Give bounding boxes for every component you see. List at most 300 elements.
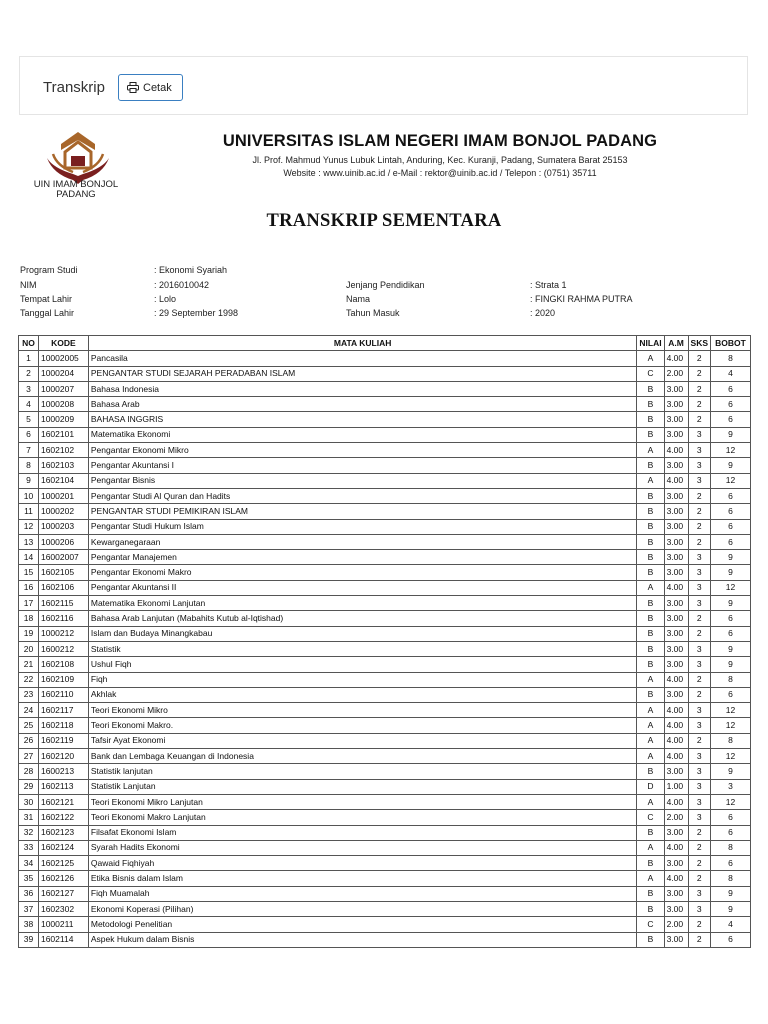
course-code: 1602118	[38, 718, 88, 733]
table-row	[19, 917, 751, 932]
table-row	[19, 412, 751, 427]
course-credits: 3	[688, 641, 710, 656]
table-row	[19, 565, 751, 580]
course-am: 3.00	[664, 611, 688, 626]
course-code: 1000212	[38, 626, 88, 641]
course-code: 1602123	[38, 825, 88, 840]
course-grade: A	[637, 840, 664, 855]
course-credits: 3	[688, 443, 710, 458]
course-am: 2.00	[664, 366, 688, 381]
course-code: 1602115	[38, 596, 88, 611]
course-credits: 3	[688, 565, 710, 580]
course-grade: A	[637, 443, 664, 458]
course-name: BAHASA INGGRIS	[88, 412, 637, 427]
row-number: 35	[19, 871, 39, 886]
course-weight: 8	[711, 840, 751, 855]
course-am: 4.00	[664, 580, 688, 595]
course-credits: 3	[688, 794, 710, 809]
course-code: 1602116	[38, 611, 88, 626]
course-name: Teori Ekonomi Mikro Lanjutan	[88, 794, 637, 809]
course-name: Filsafat Ekonomi Islam	[88, 825, 637, 840]
table-row	[19, 580, 751, 595]
course-credits: 2	[688, 917, 710, 932]
course-credits: 3	[688, 810, 710, 825]
course-credits: 2	[688, 366, 710, 381]
course-weight: 12	[711, 749, 751, 764]
course-name: Tafsir Ayat Ekonomi	[88, 733, 637, 748]
course-weight: 12	[711, 473, 751, 488]
row-number: 21	[19, 657, 39, 672]
course-code: 1602108	[38, 657, 88, 672]
course-name: Statistik Lanjutan	[88, 779, 637, 794]
row-number: 22	[19, 672, 39, 687]
course-code: 1000208	[38, 397, 88, 412]
row-number: 3	[19, 381, 39, 396]
course-am: 3.00	[664, 397, 688, 412]
course-code: 1602119	[38, 733, 88, 748]
course-code: 1000209	[38, 412, 88, 427]
row-number: 14	[19, 550, 39, 565]
table-row	[19, 657, 751, 672]
table-row	[19, 779, 751, 794]
course-weight: 9	[711, 458, 751, 473]
course-grade: B	[637, 886, 664, 901]
row-number: 16	[19, 580, 39, 595]
table-row	[19, 901, 751, 916]
course-weight: 8	[711, 672, 751, 687]
course-am: 3.00	[664, 641, 688, 656]
table-row	[19, 764, 751, 779]
course-credits: 2	[688, 504, 710, 519]
course-code: 1602113	[38, 779, 88, 794]
course-name: Pengantar Ekonomi Makro	[88, 565, 637, 580]
document-title: TRANSKRIP SEMENTARA	[266, 211, 502, 231]
print-button-label: Cetak	[143, 81, 172, 94]
course-name: Bank dan Lembaga Keuangan di Indonesia	[88, 749, 637, 764]
course-credits: 2	[688, 519, 710, 534]
course-am: 3.00	[664, 412, 688, 427]
course-grade: B	[637, 611, 664, 626]
row-number: 6	[19, 427, 39, 442]
column-header-no: NO	[19, 336, 39, 351]
course-credits: 3	[688, 473, 710, 488]
university-name: UNIVERSITAS ISLAM NEGERI IMAM BONJOL PADANG	[222, 132, 658, 150]
row-number: 15	[19, 565, 39, 580]
row-number: 30	[19, 794, 39, 809]
row-number: 38	[19, 917, 39, 932]
course-grade: B	[637, 565, 664, 580]
course-name: Bahasa Arab Lanjutan (Mabahits Kutub al-Iqtishad)	[88, 611, 637, 626]
table-row	[19, 550, 751, 565]
course-weight: 12	[711, 703, 751, 718]
row-number: 34	[19, 856, 39, 871]
course-name: PENGANTAR STUDI SEJARAH PERADABAN ISLAM	[88, 366, 637, 381]
row-number: 29	[19, 779, 39, 794]
course-name: Etika Bisnis dalam Islam	[88, 871, 637, 886]
course-code: 1000206	[38, 534, 88, 549]
course-am: 3.00	[664, 886, 688, 901]
course-credits: 2	[688, 856, 710, 871]
course-name: Bahasa Arab	[88, 397, 637, 412]
row-number: 19	[19, 626, 39, 641]
nim-value: : 2016010042	[154, 280, 210, 290]
course-am: 3.00	[664, 825, 688, 840]
course-weight: 12	[711, 580, 751, 595]
course-grade: A	[637, 871, 664, 886]
program-label: Program Studi	[20, 265, 78, 275]
course-weight: 6	[711, 519, 751, 534]
course-credits: 3	[688, 657, 710, 672]
table-row	[19, 626, 751, 641]
course-credits: 3	[688, 779, 710, 794]
course-grade: B	[637, 397, 664, 412]
course-credits: 2	[688, 488, 710, 503]
course-am: 2.00	[664, 917, 688, 932]
row-number: 28	[19, 764, 39, 779]
table-row	[19, 718, 751, 733]
course-name: Pengantar Akuntansi II	[88, 580, 637, 595]
course-credits: 2	[688, 626, 710, 641]
column-header-credits: SKS	[688, 336, 710, 351]
course-name: Matematika Ekonomi	[88, 427, 637, 442]
course-am: 3.00	[664, 488, 688, 503]
row-number: 31	[19, 810, 39, 825]
course-am: 4.00	[664, 351, 688, 366]
row-number: 18	[19, 611, 39, 626]
birthdate-label: Tanggal Lahir	[20, 308, 75, 318]
table-row	[19, 825, 751, 840]
table-row	[19, 381, 751, 396]
course-name: Pengantar Manajemen	[88, 550, 637, 565]
course-name: Pengantar Studi Hukum Islam	[88, 519, 637, 534]
course-am: 3.00	[664, 381, 688, 396]
course-code: 1602117	[38, 703, 88, 718]
course-code: 1602302	[38, 901, 88, 916]
course-grade: C	[637, 810, 664, 825]
table-row	[19, 611, 751, 626]
course-weight: 9	[711, 565, 751, 580]
course-code: 1000202	[38, 504, 88, 519]
course-code: 1602124	[38, 840, 88, 855]
course-code: 1602102	[38, 443, 88, 458]
course-weight: 6	[711, 626, 751, 641]
year-label: Tahun Masuk	[346, 308, 400, 318]
column-header-course: MATA KULIAH	[88, 336, 637, 351]
table-row	[19, 687, 751, 702]
row-number: 9	[19, 473, 39, 488]
row-number: 23	[19, 687, 39, 702]
course-grade: A	[637, 351, 664, 366]
course-credits: 3	[688, 749, 710, 764]
course-grade: A	[637, 733, 664, 748]
course-grade: B	[637, 550, 664, 565]
course-code: 1602106	[38, 580, 88, 595]
table-row	[19, 840, 751, 855]
row-number: 17	[19, 596, 39, 611]
course-weight: 6	[711, 825, 751, 840]
course-am: 3.00	[664, 550, 688, 565]
course-weight: 6	[711, 932, 751, 947]
course-credits: 2	[688, 840, 710, 855]
course-am: 4.00	[664, 733, 688, 748]
row-number: 39	[19, 932, 39, 947]
course-name: Teori Ekonomi Makro.	[88, 718, 637, 733]
course-name: Fiqh Muamalah	[88, 886, 637, 901]
table-row	[19, 810, 751, 825]
course-weight: 3	[711, 779, 751, 794]
grades-table	[18, 335, 751, 948]
course-weight: 6	[711, 856, 751, 871]
course-credits: 3	[688, 596, 710, 611]
course-grade: B	[637, 825, 664, 840]
course-credits: 2	[688, 871, 710, 886]
course-name: PENGANTAR STUDI PEMIKIRAN ISLAM	[88, 504, 637, 519]
course-grade: B	[637, 657, 664, 672]
course-credits: 3	[688, 764, 710, 779]
course-am: 3.00	[664, 519, 688, 534]
course-credits: 2	[688, 351, 710, 366]
course-name: Pengantar Bisnis	[88, 473, 637, 488]
course-am: 4.00	[664, 443, 688, 458]
nim-label: NIM	[20, 280, 37, 290]
university-contact: Website : www.uinib.ac.id / e-Mail : rektor@uinib.ac.id / Telepon : (0751) 35711	[283, 168, 597, 178]
level-value: : Strata 1	[530, 280, 567, 290]
course-am: 4.00	[664, 840, 688, 855]
table-row	[19, 473, 751, 488]
course-grade: A	[637, 473, 664, 488]
course-grade: D	[637, 779, 664, 794]
row-number: 13	[19, 534, 39, 549]
course-weight: 9	[711, 596, 751, 611]
course-code: 1602120	[38, 749, 88, 764]
course-am: 3.00	[664, 932, 688, 947]
course-weight: 9	[711, 886, 751, 901]
course-grade: B	[637, 764, 664, 779]
course-name: Kewarganegaraan	[88, 534, 637, 549]
course-am: 3.00	[664, 687, 688, 702]
table-row	[19, 932, 751, 947]
course-grade: A	[637, 580, 664, 595]
table-row	[19, 458, 751, 473]
course-code: 1000203	[38, 519, 88, 534]
row-number: 8	[19, 458, 39, 473]
course-name: Pancasila	[88, 351, 637, 366]
course-code: 1602126	[38, 871, 88, 886]
row-number: 4	[19, 397, 39, 412]
course-weight: 9	[711, 764, 751, 779]
course-code: 1600212	[38, 641, 88, 656]
course-grade: B	[637, 534, 664, 549]
course-grade: B	[637, 856, 664, 871]
course-credits: 3	[688, 550, 710, 565]
course-weight: 8	[711, 871, 751, 886]
course-am: 3.00	[664, 458, 688, 473]
course-name: Fiqh	[88, 672, 637, 687]
birthplace-value: : Lolo	[154, 294, 177, 304]
table-row	[19, 749, 751, 764]
course-name: Teori Ekonomi Mikro	[88, 703, 637, 718]
course-name: Statistik lanjutan	[88, 764, 637, 779]
course-credits: 2	[688, 733, 710, 748]
course-grade: B	[637, 458, 664, 473]
course-weight: 6	[711, 412, 751, 427]
course-am: 4.00	[664, 703, 688, 718]
course-am: 3.00	[664, 427, 688, 442]
column-header-grade: NILAI	[637, 336, 664, 351]
course-grade: B	[637, 596, 664, 611]
course-weight: 4	[711, 917, 751, 932]
column-header-code: KODE	[38, 336, 88, 351]
course-weight: 8	[711, 733, 751, 748]
course-credits: 2	[688, 611, 710, 626]
course-code: 10002005	[38, 351, 88, 366]
row-number: 2	[19, 366, 39, 381]
course-code: 1000211	[38, 917, 88, 932]
course-name: Islam dan Budaya Minangkabau	[88, 626, 637, 641]
course-weight: 12	[711, 718, 751, 733]
course-grade: A	[637, 672, 664, 687]
column-header-weight: BOBOT	[711, 336, 751, 351]
course-grade: B	[637, 488, 664, 503]
table-row	[19, 519, 751, 534]
row-number: 27	[19, 749, 39, 764]
row-number: 26	[19, 733, 39, 748]
course-name: Matematika Ekonomi Lanjutan	[88, 596, 637, 611]
course-grade: B	[637, 381, 664, 396]
table-header-row	[19, 336, 751, 351]
table-row	[19, 703, 751, 718]
course-credits: 2	[688, 687, 710, 702]
table-row	[19, 886, 751, 901]
row-number: 25	[19, 718, 39, 733]
name-value: : FINGKI RAHMA PUTRA	[530, 294, 633, 304]
name-label: Nama	[346, 294, 371, 304]
course-am: 3.00	[664, 504, 688, 519]
course-am: 4.00	[664, 871, 688, 886]
course-code: 1000201	[38, 488, 88, 503]
course-credits: 2	[688, 412, 710, 427]
course-name: Qawaid Fiqhiyah	[88, 856, 637, 871]
course-weight: 6	[711, 504, 751, 519]
course-credits: 3	[688, 703, 710, 718]
course-credits: 3	[688, 901, 710, 916]
row-number: 32	[19, 825, 39, 840]
course-name: Ekonomi Koperasi (Pilihan)	[88, 901, 637, 916]
course-grade: B	[637, 519, 664, 534]
table-row	[19, 366, 751, 381]
course-credits: 3	[688, 458, 710, 473]
course-credits: 3	[688, 427, 710, 442]
course-credits: 3	[688, 718, 710, 733]
table-row	[19, 488, 751, 503]
course-weight: 9	[711, 550, 751, 565]
table-row	[19, 351, 751, 366]
course-grade: B	[637, 687, 664, 702]
course-weight: 6	[711, 534, 751, 549]
course-grade: B	[637, 412, 664, 427]
course-am: 1.00	[664, 779, 688, 794]
course-am: 3.00	[664, 901, 688, 916]
course-am: 3.00	[664, 856, 688, 871]
course-name: Pengantar Studi Al Quran dan Hadits	[88, 488, 637, 503]
table-row	[19, 641, 751, 656]
course-code: 1602103	[38, 458, 88, 473]
row-number: 7	[19, 443, 39, 458]
course-name: Syarah Hadits Ekonomi	[88, 840, 637, 855]
course-credits: 2	[688, 932, 710, 947]
course-weight: 6	[711, 381, 751, 396]
printer-icon	[127, 82, 139, 93]
birthplace-label: Tempat Lahir	[20, 294, 73, 304]
course-am: 4.00	[664, 749, 688, 764]
course-code: 1000207	[38, 381, 88, 396]
course-grade: C	[637, 917, 664, 932]
course-code: 1602121	[38, 794, 88, 809]
course-code: 1602109	[38, 672, 88, 687]
table-row	[19, 596, 751, 611]
course-grade: B	[637, 901, 664, 916]
table-row	[19, 443, 751, 458]
table-row	[19, 794, 751, 809]
course-code: 1602101	[38, 427, 88, 442]
course-name: Ushul Fiqh	[88, 657, 637, 672]
course-am: 3.00	[664, 657, 688, 672]
course-grade: B	[637, 932, 664, 947]
course-credits: 2	[688, 672, 710, 687]
course-name: Metodologi Penelitian	[88, 917, 637, 932]
table-row	[19, 672, 751, 687]
table-row	[19, 397, 751, 412]
course-grade: A	[637, 749, 664, 764]
course-grade: B	[637, 641, 664, 656]
course-weight: 6	[711, 611, 751, 626]
course-grade: B	[637, 504, 664, 519]
course-weight: 9	[711, 641, 751, 656]
course-am: 3.00	[664, 764, 688, 779]
table-row	[19, 733, 751, 748]
page-title: Transkrip	[43, 79, 105, 96]
row-number: 37	[19, 901, 39, 916]
course-credits: 2	[688, 381, 710, 396]
row-number: 10	[19, 488, 39, 503]
course-code: 1602104	[38, 473, 88, 488]
row-number: 33	[19, 840, 39, 855]
row-number: 36	[19, 886, 39, 901]
row-number: 11	[19, 504, 39, 519]
row-number: 12	[19, 519, 39, 534]
course-code: 1600213	[38, 764, 88, 779]
course-code: 1602105	[38, 565, 88, 580]
course-credits: 3	[688, 580, 710, 595]
course-am: 3.00	[664, 565, 688, 580]
transcript-toolbar	[19, 56, 748, 115]
course-weight: 6	[711, 397, 751, 412]
course-weight: 9	[711, 901, 751, 916]
course-name: Pengantar Ekonomi Mikro	[88, 443, 637, 458]
course-grade: B	[637, 427, 664, 442]
course-grade: B	[637, 626, 664, 641]
course-am: 3.00	[664, 534, 688, 549]
table-row	[19, 504, 751, 519]
table-row	[19, 856, 751, 871]
course-code: 1602122	[38, 810, 88, 825]
print-button[interactable]	[118, 74, 183, 101]
course-weight: 4	[711, 366, 751, 381]
course-weight: 9	[711, 427, 751, 442]
course-weight: 12	[711, 794, 751, 809]
course-code: 1602110	[38, 687, 88, 702]
course-credits: 2	[688, 397, 710, 412]
